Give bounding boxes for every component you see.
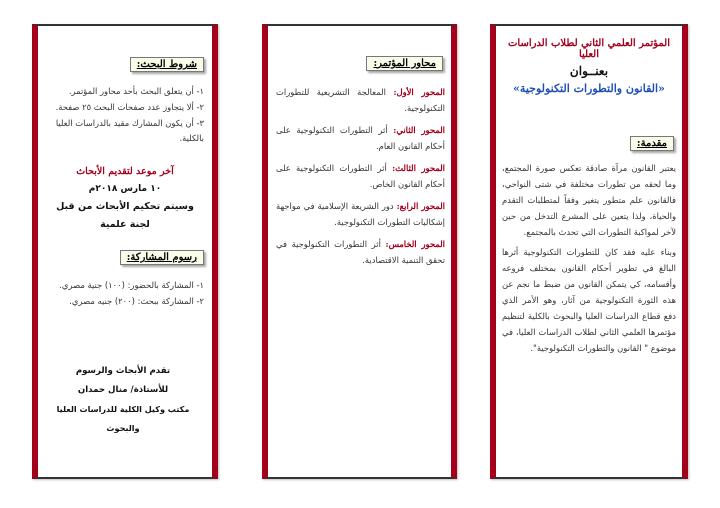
fee-item: ٢- المشاركة ببحث: (٢٠٠) جنيه مصري.	[69, 296, 204, 306]
axes-heading: محاور المؤتمر:	[366, 56, 443, 71]
intro-heading-text: مقدمة	[640, 138, 667, 149]
axis-label: المحور الرابع:	[396, 201, 445, 211]
axis-text: المعالجة التشريعية للتطورات التكنولوجية.	[276, 87, 445, 113]
axis-item	[276, 160, 445, 192]
conference-title: «القانون والتطورات التكنولوجية»	[513, 82, 665, 95]
axes-heading-text: محاور المؤتمر	[377, 58, 436, 69]
condition-item: ٢- ألا يتجاوز عدد صفحات البحث ٢٥ صفحة.	[55, 102, 204, 112]
fees-list	[44, 278, 204, 310]
cover-header	[502, 38, 676, 95]
intro-paragraph: يعتبر القانون مرآة صادقة تعكس صورة المجتمع، وما لحقه من تطورات مختلفة في شتى النواحي، فالقانون علم متطور يتغير وفقاً لمتطلبات التقدم والحياة، ولذا يتعين على المشرع التدخل من حين لآخر لمواكبة التطورات التي تحدث بالمجتمع.	[502, 163, 676, 237]
conditions-list	[46, 84, 204, 147]
axis-label: المحور الثاني:	[393, 125, 445, 135]
fees-heading: رسوم المشاركة:	[120, 250, 204, 265]
axis-text: دور الشريعة الإسلامية في مواجهة إشكاليات التطورات التكنولوجية.	[276, 201, 445, 227]
axis-text: أثر التطورات التكنولوجية على أحكام القانون الخاص.	[276, 163, 445, 189]
axis-label: المحور الخامس:	[385, 239, 445, 249]
condition-item: ٣- أن يكون المشارك مقيد بالدراسات العليا بالكلية.	[55, 118, 204, 143]
intro-body	[502, 160, 676, 360]
submit-line: تقدم الأبحاث والرسوم	[75, 366, 171, 376]
intro-paragraph: وبناء عليه فقد كان للتطورات التكنولوجية أثرها البالغ في تطوير أحكام القانون بمختلف فروعه وأقسامه، كي يتمكن القانون من ضبط ما نجم عن هذه الثورة التكنولوجية من آثار، وهو الأمر الذي دفع قطاع الدراسات العليا والبحوث بالكلية لتنظيم مؤتمرها العلمي الثاني لطلاب الدراسات العليا، في موضوع " القانون والتطورات التكنولوجية".	[502, 247, 676, 353]
axis-item	[276, 84, 445, 116]
axis-label: المحور الثالث:	[392, 163, 445, 173]
deadline-title: آخر موعد لتقديم الأبحاث	[76, 166, 174, 177]
panel-conditions	[32, 24, 218, 479]
axis-label: المحور الأول:	[393, 87, 445, 97]
panel-cover	[490, 24, 688, 479]
conference-name: المؤتمر العلمي الثاني لطلاب الدراسات العليا	[507, 38, 671, 60]
submit-to: للأستاذة/ منال حمدان	[77, 385, 169, 395]
deadline-block	[46, 164, 204, 234]
axis-item	[276, 236, 445, 268]
panel-axes	[262, 24, 457, 479]
axis-item	[276, 122, 445, 154]
axes-list	[276, 84, 445, 274]
axis-text: أثر التطورات التكنولوجية في تحقق التنمية الاقتصادية.	[276, 239, 445, 265]
review-note: وسيتم تحكيم الأبحاث من قبل لجنة علمية	[56, 201, 194, 230]
submission-info	[42, 362, 204, 438]
deadline-date: ١٠ مارس ٢٠١٨م	[88, 184, 162, 194]
intro-heading: مقدمة:	[630, 136, 674, 151]
office-name: مكتب وكيل الكلية للدراسات العليا والبحوث	[56, 404, 190, 433]
fee-item: ١- المشاركة بالحضور: (١٠٠) جنية مصري.	[59, 280, 204, 290]
conditions-heading-text: شروط البحث	[140, 59, 197, 70]
axis-text: أثر التطورات التكنولوجية على أحكام القانون العام.	[276, 125, 445, 151]
fees-heading-text: رسوم المشاركة	[130, 252, 197, 263]
byline: بعنــوان	[569, 64, 609, 78]
conditions-heading: شروط البحث:	[130, 57, 204, 72]
condition-item: ١- أن يتعلق البحث بأحد محاور المؤتمر.	[68, 86, 204, 96]
axis-item	[276, 198, 445, 230]
